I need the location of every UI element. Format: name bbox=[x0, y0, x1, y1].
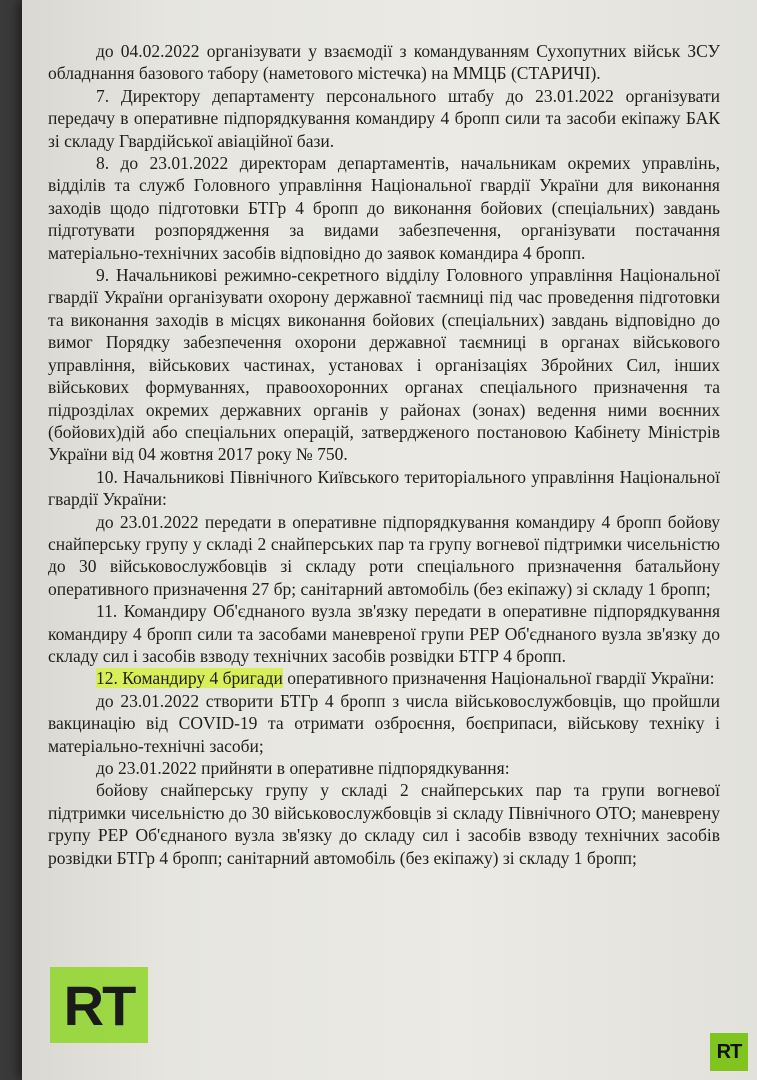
paragraph-12-text: оперативного призначення Національної гвардії України: bbox=[282, 668, 715, 689]
paragraph-10-item-1: до 23.01.2022 передати в оперативне підпорядкування командиру 4 бропп бойову снайперську групу у складі 2 снайперських пар та групу вогневої підтримки чисельністю до 30 військовослужбовців зі складу роти спеціального призначення батальйону оперативного призначення 27 бр; санітарний автомобіль (без екіпажу) зі складу 1 бропп; bbox=[48, 511, 720, 599]
document-body bbox=[48, 40, 720, 869]
paragraph-12 bbox=[48, 667, 720, 689]
paragraph-7: 7. Директору департаменту персонального штабу до 23.01.2022 організувати передачу в оперативне підпорядкування командиру 4 бропп сили та засоби екіпажу БАК зі складу Гвардійської авіаційної бази. bbox=[48, 85, 720, 151]
paragraph-10: 10. Начальникові Північного Київського територіального управління Національної гвардії України: bbox=[48, 466, 720, 510]
paragraph-12-item-3: бойову снайперську групу у складі 2 снайперських пар та групи вогневої підтримки чисельністю до 30 військовослужбовців зі складу Північного ОТО; маневрену групу РЕР Об'єднаного вузла зв'язку до складу сил і засобів взводу технічних засобів розвідки БТГр 4 бропп; санітарний автомобіль (без екіпажу) зі складу 1 бропп; bbox=[48, 780, 720, 868]
paragraph-9: 9. Начальникові режимно-секретного відділу Головного управління Національної гвардії України організувати охорону державної таємниці під час проведення підготовки та виконання заходів в місцях виконання бойових (спеціальних) завдань відповідно до вимог Порядку забезпечення охорони державної таємниці в органах військового управління, військових частинах, установах і організаціях Збройних Сил, інших військових формуваннях, правоохоронних органах спеціального призначення та підрозділах окремих державних органів у районах (зонах) ведення ними воєнних (бойових)дій або спеціальних операцій, затвердженого постановою Кабінету Міністрів України від 04 жовтня 2017 року № 750. bbox=[48, 265, 720, 465]
paragraph-12-item-1: до 23.01.2022 створити БТГр 4 бропп з числа військовослужбовців, що пройшли вакцинацію від COVID-19 та отримати озброєння, боєприпаси, військову техніку і матеріально-технічні засоби; bbox=[48, 690, 720, 756]
paragraph-11: 11. Командиру Об'єднаного вузла зв'язку передати в оперативне підпорядкування командиру 4 бропп сили та засобами маневреної групи РЕР Об'єднаного вузла зв'язку до складу сил і засобів взводу технічних засобів розвідки БТГР 4 бропп. bbox=[48, 601, 720, 666]
rt-logo-corner: RT bbox=[710, 1033, 748, 1071]
paragraph-12-item-2: до 23.01.2022 прийняти в оперативне підпорядкування: bbox=[96, 758, 510, 778]
paragraph-8: 8. до 23.01.2022 директорам департаментів, начальникам окремих управлінь, відділів та служб Головного управління Національної гвардії України для виконання заходів щодо підготовки БТГр 4 бропп до виконання бойових (спеціальних) завдань підготувати розпорядження за видами забезпечення, організувати постачання матеріально-технічних засобів відповідно до заявок командира 4 бропп. bbox=[48, 153, 720, 263]
paragraph-6-continuation: до 04.02.2022 організувати у взаємодії з командуванням Сухопутних військ ЗСУ обладнання базового табору (наметового містечка) на ММЦБ (СТАРИЧІ). bbox=[48, 41, 720, 84]
highlighted-text: 12. Командиру 4 бригади bbox=[96, 668, 283, 689]
rt-logo-watermark: RT bbox=[50, 967, 148, 1043]
